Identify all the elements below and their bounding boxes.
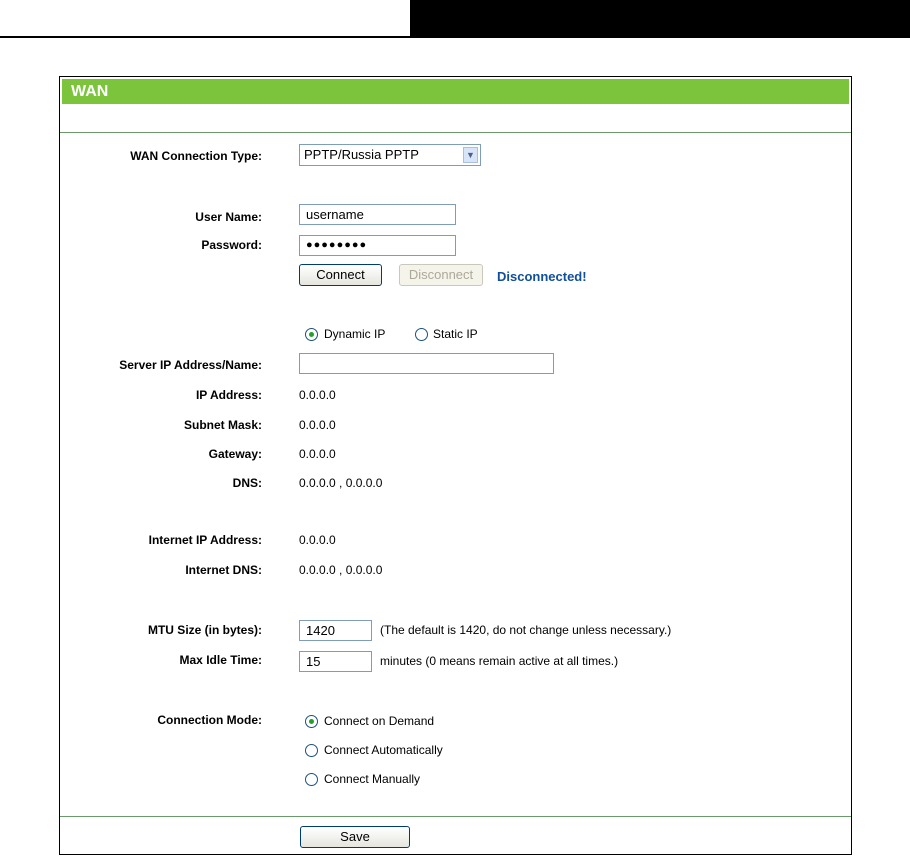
header-right-band	[410, 0, 910, 38]
mtu-input[interactable]: 1420	[299, 620, 372, 641]
header-left-band	[0, 0, 410, 38]
ip-address-value: 0.0.0.0	[299, 388, 336, 402]
static-ip-label: Static IP	[433, 327, 478, 341]
page-title: WAN	[71, 83, 109, 100]
max-idle-label: Max Idle Time:	[179, 653, 262, 667]
user-name-input[interactable]: username	[299, 204, 456, 225]
connection-mode-label: Connection Mode:	[157, 713, 262, 727]
server-ip-label: Server IP Address/Name:	[119, 358, 262, 372]
dynamic-ip-radio[interactable]	[305, 328, 318, 341]
top-divider	[60, 132, 851, 133]
chevron-down-icon[interactable]: ▼	[463, 147, 478, 163]
user-name-label: User Name:	[195, 210, 262, 224]
bottom-divider	[60, 816, 851, 817]
ip-address-label: IP Address:	[195, 388, 262, 402]
connection-type-value: PPTP/Russia PPTP	[304, 147, 419, 162]
gateway-label: Gateway:	[208, 447, 262, 461]
mtu-hint: (The default is 1420, do not change unless necessary.)	[380, 623, 672, 637]
connect-automatically-radio[interactable]	[305, 744, 318, 757]
mtu-label: MTU Size (in bytes):	[147, 623, 262, 637]
connect-manually-radio[interactable]	[305, 773, 318, 786]
internet-dns-label: Internet DNS:	[185, 563, 262, 577]
dns-value: 0.0.0.0 , 0.0.0.0	[299, 476, 383, 490]
panel-title-bar	[62, 79, 849, 104]
connection-type-label: WAN Connection Type:	[130, 149, 262, 163]
connect-on-demand-radio[interactable]	[305, 715, 318, 728]
dynamic-ip-label: Dynamic IP	[324, 327, 386, 341]
max-idle-input[interactable]: 15	[299, 651, 372, 672]
connect-on-demand-label: Connect on Demand	[324, 714, 435, 728]
save-button[interactable]: Save	[300, 826, 410, 848]
disconnect-button[interactable]: Disconnect	[399, 264, 483, 286]
gateway-value: 0.0.0.0	[299, 447, 336, 461]
internet-ip-label: Internet IP Address:	[148, 533, 262, 547]
subnet-mask-label: Subnet Mask:	[183, 418, 262, 432]
wan-panel	[59, 76, 852, 855]
max-idle-hint: minutes (0 means remain active at all times.)	[380, 654, 619, 668]
connection-type-select[interactable]	[299, 144, 481, 166]
static-ip-radio[interactable]	[415, 328, 428, 341]
password-label: Password:	[201, 238, 262, 252]
subnet-mask-value: 0.0.0.0	[299, 418, 336, 432]
internet-dns-value: 0.0.0.0 , 0.0.0.0	[299, 563, 383, 577]
internet-ip-value: 0.0.0.0	[299, 533, 336, 547]
connection-status: Disconnected!	[497, 269, 587, 284]
password-input[interactable]: ●●●●●●●●	[299, 235, 456, 256]
dns-label: DNS:	[232, 476, 262, 490]
server-ip-input[interactable]	[299, 353, 554, 374]
connect-automatically-label: Connect Automatically	[324, 743, 443, 757]
connect-manually-label: Connect Manually	[324, 772, 421, 786]
connect-button[interactable]: Connect	[299, 264, 382, 286]
